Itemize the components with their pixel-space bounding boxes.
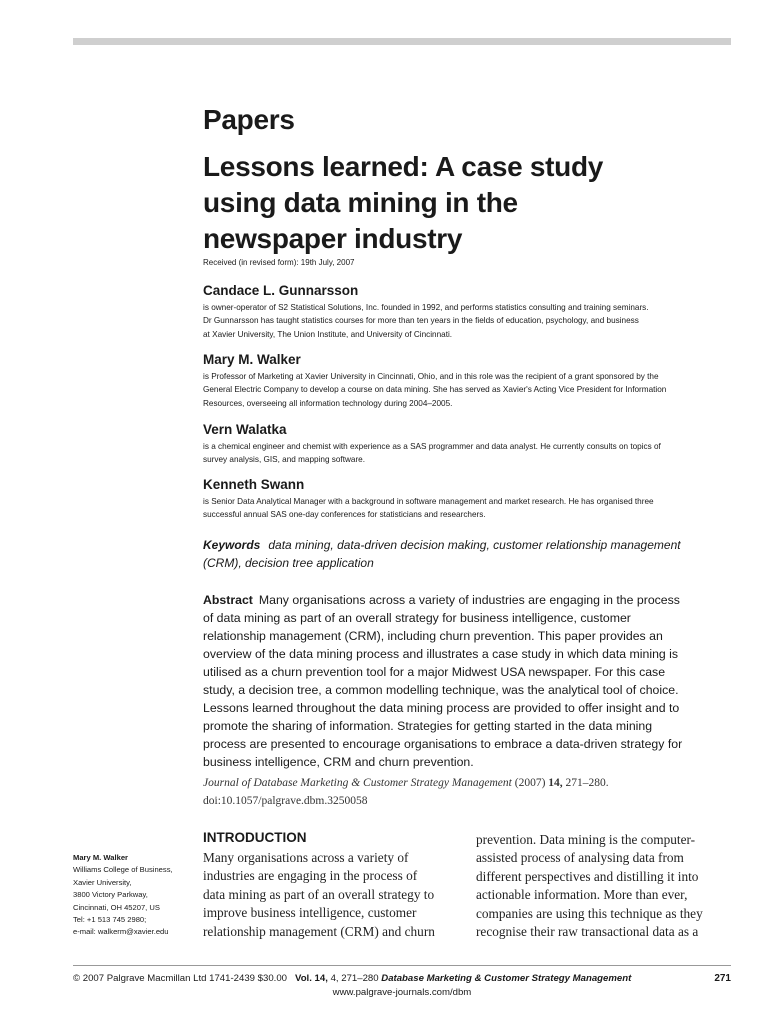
keywords-label: Keywords [203,538,261,552]
affiliation-line: Cincinnati, OH 45207, US [73,902,160,912]
abstract-line: Many organisations across a variety of industries are engaging in the process [258,593,680,607]
abstract-line: Lessons learned throughout the data mining process are provided to offer insight and to [203,701,680,715]
abstract-label: Abstract [203,593,253,607]
author-name: Kenneth Swann [203,477,305,492]
author-bio [203,440,728,467]
affiliation-line: Williams College of Business, [73,865,173,875]
author-name: Candace L. Gunnarsson [203,283,359,298]
body-line: assisted process of analysing data from [476,850,684,866]
bio-line: General Electric Company to develop a course on data mining. She has served as Xavier's Acting Vice President for Information [203,385,667,395]
top-rule [73,38,731,45]
body-line: prevention. Data mining is the computer- [476,832,696,847]
bio-line: at Xavier University, The Union Institute, and University of Cincinnati. [203,329,453,339]
footer-copyright: © 2007 Palgrave Macmillan Ltd 1741-2439 $30.00 [73,973,288,984]
body-line: Many organisations across a variety of [203,850,409,865]
title-line: newspaper industry [203,223,463,254]
abstract-line: process are presented to encourage organisations to embrace a data-driven strategy for [203,737,683,751]
title-line: Lessons learned: A case study [203,151,604,182]
footer-volume: Vol. 14, [295,973,328,984]
bio-line: Dr Gunnarsson has taught statistics courses for more than ten years in the fields of education, psychology, and business [203,316,639,326]
article-title [203,149,723,257]
page-footer [73,973,731,984]
author-bio [203,495,728,522]
affiliation-line: Xavier University, [73,877,132,887]
author-block [203,477,728,522]
citation-journal: Journal of Database Marketing & Customer Strategy Management [203,777,512,789]
page-number: 271 [714,973,731,984]
bio-line: is a chemical engineer and chemist with experience as a SAS programmer and data analyst. He currently consults on topics of [203,442,661,451]
body-line: improve business intelligence, customer [203,905,417,921]
footer-rule [73,965,731,966]
abstract-line: overview of the data mining process and illustrates a case study in which data mining is [203,647,679,661]
citation-pages: 271–280. [562,777,609,789]
bio-line: successful annual SAS one-day conferences for statisticians and researchers. [203,510,486,520]
citation-volume: 14, [548,777,563,789]
citation-doi[interactable]: doi:10.1057/palgrave.dbm.3250058 [203,795,368,807]
footer-issue-pages: 4, 271–280 [327,973,382,984]
body-line: industries are engaging in the process of [203,868,418,884]
citation [203,774,730,810]
author-block [203,422,728,467]
body-column-left [203,849,458,941]
bio-line: is owner-operator of S2 Statistical Solutions, Inc. founded in 1992, and performs statistics consulting and training seminars. [203,303,649,312]
keywords-text: data mining, data-driven decision making, customer relationship management [268,538,681,552]
body-line: recognise their raw transactional data as a [476,924,699,940]
author-name: Mary M. Walker [203,352,301,367]
bio-line: survey analysis, GIS, and mapping software. [203,455,366,465]
keywords [203,536,728,572]
affiliation-name: Mary M. Walker [73,853,129,862]
section-label: Papers [203,104,295,135]
author-affiliation [73,852,198,939]
author-bio [203,370,728,410]
footer-journal: Database Marketing & Customer Strategy Management [381,973,632,984]
abstract-line: relationship management (CRM), including churn prevention. This paper provides an [203,629,663,643]
body-line: relationship management (CRM) and churn [203,923,435,939]
abstract-line: business intelligence, CRM and churn prevention. [203,755,474,769]
body-column-right [476,831,731,941]
author-block [203,352,728,410]
abstract-line: study, a decision tree, a common modelling technique, was the analytical tool of choice. [203,683,679,697]
bio-line: is Professor of Marketing at Xavier University in Cincinnati, Ohio, and in this role was the recipient of a grant sponsored by the [203,372,659,381]
body-line: different perspectives and distilling it into [476,868,699,884]
introduction-heading: INTRODUCTION [203,830,307,845]
abstract-line: promote the sharing of information. Strategies for getting started in the data mining [203,719,653,733]
affiliation-line: 3800 Victory Parkway, [73,890,148,900]
body-line: companies are using this technique as they [476,905,703,921]
author-bio [203,301,728,341]
citation-year: (2007) [511,777,549,789]
bio-line: is Senior Data Analytical Manager with a background in software management and market research. He has organised three [203,497,654,506]
affiliation-email[interactable]: e-mail: walkerm@xavier.edu [73,927,169,937]
abstract-line: of data mining as part of an overall strategy for business intelligence, customer [203,611,631,625]
abstract-line: utilised as a churn prevention tool for a major Midwest USA newspaper. For this case [203,665,666,679]
bio-line: Resources, overseeing all information technology during 2004–2005. [203,398,453,408]
abstract [203,591,730,771]
body-line: data mining as part of an overall strategy to [203,886,435,902]
author-block [203,283,728,341]
title-line: using data mining in the [203,187,518,218]
affiliation-line: Tel: +1 513 745 2980; [73,915,147,925]
author-name: Vern Walatka [203,422,287,437]
received-date: Received (in revised form): 19th July, 2007 [203,258,355,267]
keywords-text: (CRM), decision tree application [203,556,374,570]
footer-url[interactable]: www.palgrave-journals.com/dbm [332,987,472,998]
body-line: actionable information. More than ever, [476,887,688,903]
